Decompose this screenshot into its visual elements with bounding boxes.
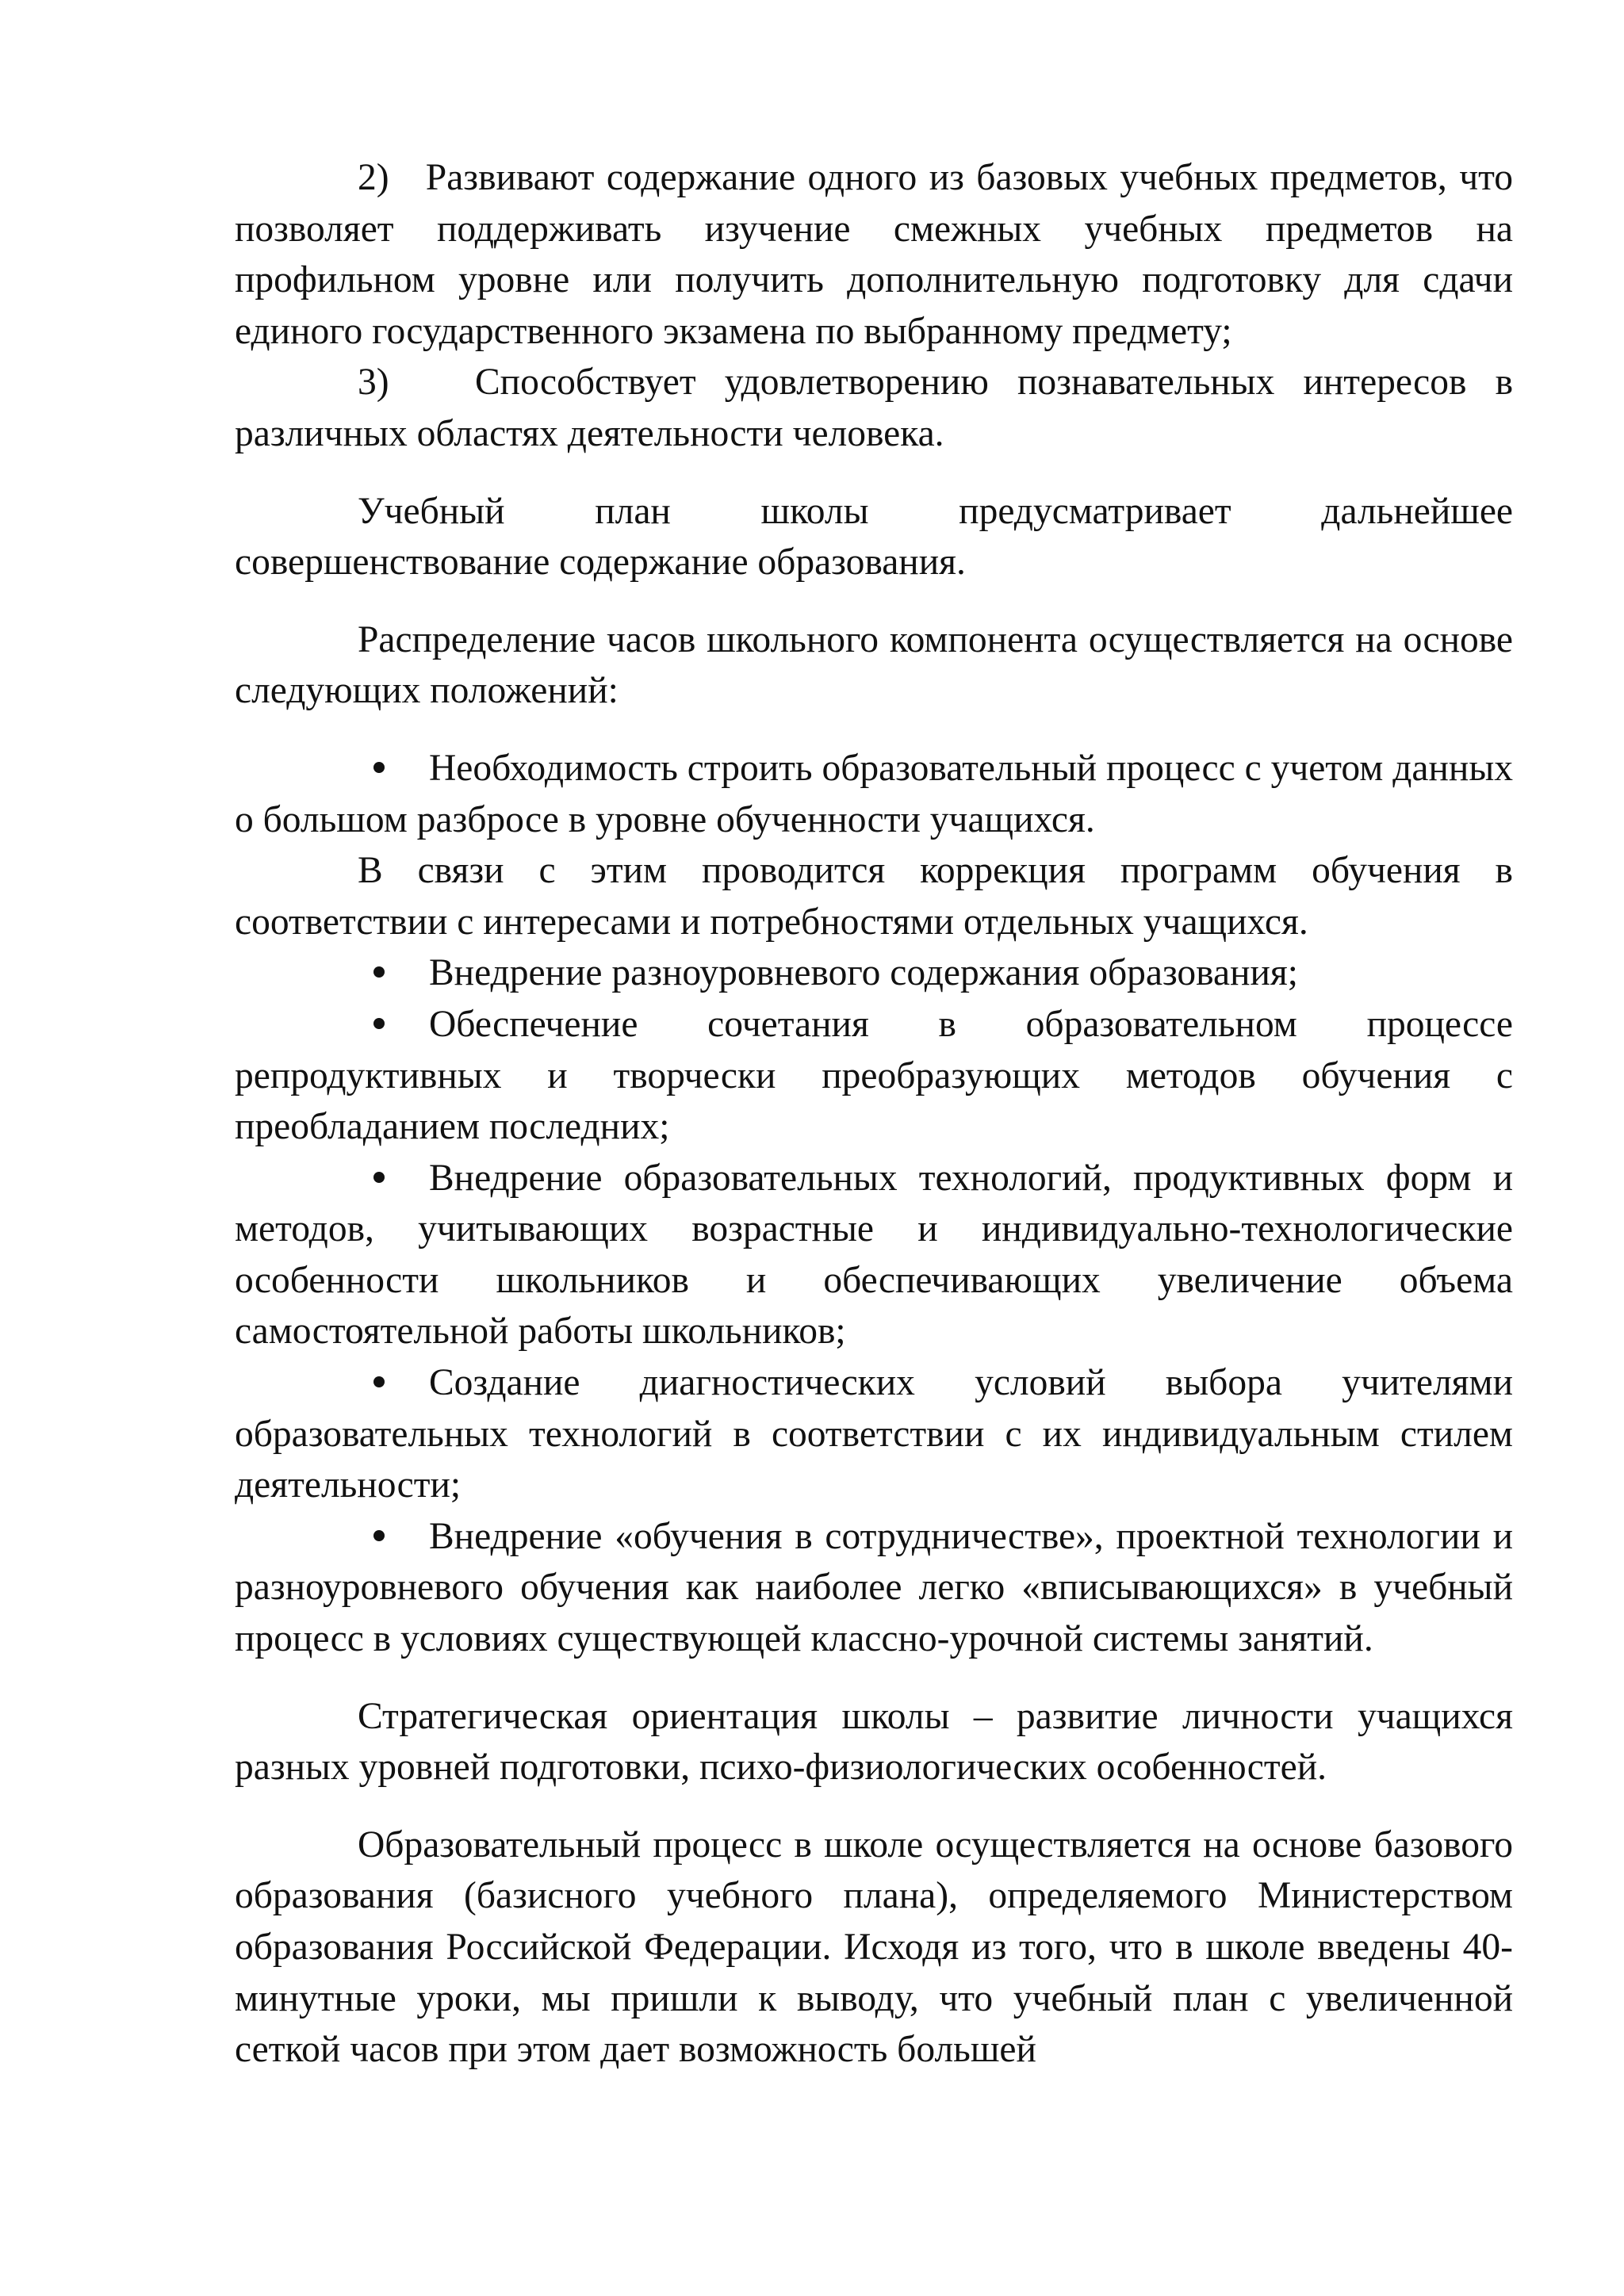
paragraph-item-3 — [235, 357, 1513, 459]
bullet-item-technologies — [235, 1153, 1513, 1357]
bullet-item-multilevel — [235, 947, 1513, 999]
bullet-icon — [358, 999, 429, 1050]
paragraph-text: Учебный план школы предусматривает дальнейшее совершенствование содержание образования. — [235, 490, 1513, 584]
paragraph-text: 2) Развивают содержание одного из базовых учебных предметов, что позволяет поддерживать изучение смежных учебных предметов на профильном уровне или получить дополнительную подготовку для сдачи единого государственного экзамена по выбранному предмету; — [235, 157, 1513, 352]
paragraph-text: 3) Способствует удовлетворению познавательных интересов в различных областях деятельности человека. — [235, 362, 1513, 454]
paragraph-text: В связи с этим проводится коррекция программ обучения в соответствии с интересами и потребностями отдельных учащихся. — [235, 850, 1513, 943]
paragraph-text: Распределение часов школьного компонента осуществляется на основе следующих положений: — [235, 618, 1513, 712]
document-body — [235, 152, 1513, 2076]
bullet-item-cooperation — [235, 1511, 1513, 1665]
bullet-text: Внедрение «обучения в сотрудничестве», проектной технологии и разноуровневого обучения как наиболее легко «вписывающихся» в учебный процесс в условиях существующей классно-урочной системы занятий. — [235, 1515, 1513, 1660]
bullet-item-necessity — [235, 743, 1513, 845]
bullet-text: Внедрение образовательных технологий, продуктивных форм и методов, учитывающих возрастные и индивидуально-технологические особенности школьников и обеспечивающих увеличение объема самостоятельной работы школьников; — [235, 1157, 1513, 1353]
bullet-text: Внедрение разноуровневого содержания образования; — [429, 952, 1298, 994]
paragraph-correction — [235, 845, 1513, 947]
paragraph-text: Стратегическая ориентация школы – развитие личности учащихся разных уровней подготовки, психо-физиологических особенностей. — [235, 1695, 1513, 1789]
bullet-text: Обеспечение сочетания в образовательном процессе репродуктивных и творчески преобразующих методов обучения с преобладанием последних; — [235, 1003, 1513, 1148]
bullet-text: Создание диагностических условий выбора учителями образовательных технологий в соответствии с их индивидуальным стилем деятельности; — [235, 1362, 1513, 1506]
bullet-icon — [358, 947, 429, 999]
paragraph-curriculum — [235, 486, 1513, 588]
paragraph-distribution — [235, 614, 1513, 717]
bullet-item-diagnostics — [235, 1357, 1513, 1511]
paragraph-process — [235, 1820, 1513, 2076]
paragraph-strategy — [235, 1691, 1513, 1793]
bullet-icon — [358, 1153, 429, 1204]
bullet-icon — [358, 1357, 429, 1409]
bullet-item-methods — [235, 999, 1513, 1153]
bullet-text: Необходимость строить образовательный процесс с учетом данных о большом разбросе в уровне обученности учащихся. — [235, 747, 1513, 840]
bullet-icon — [358, 1511, 429, 1563]
bullet-icon — [358, 743, 429, 794]
paragraph-text: Образовательный процесс в школе осуществляется на основе базового образования (базисного учебного плана), определяемого Министерством образования Российской Федерации. Исходя из того, что в школе введены 40-минутные уроки, мы пришли к выводу, что учебный план с увеличенной сеткой часов при этом дает возможность большей — [235, 1823, 1513, 2071]
paragraph-item-2 — [235, 152, 1513, 357]
